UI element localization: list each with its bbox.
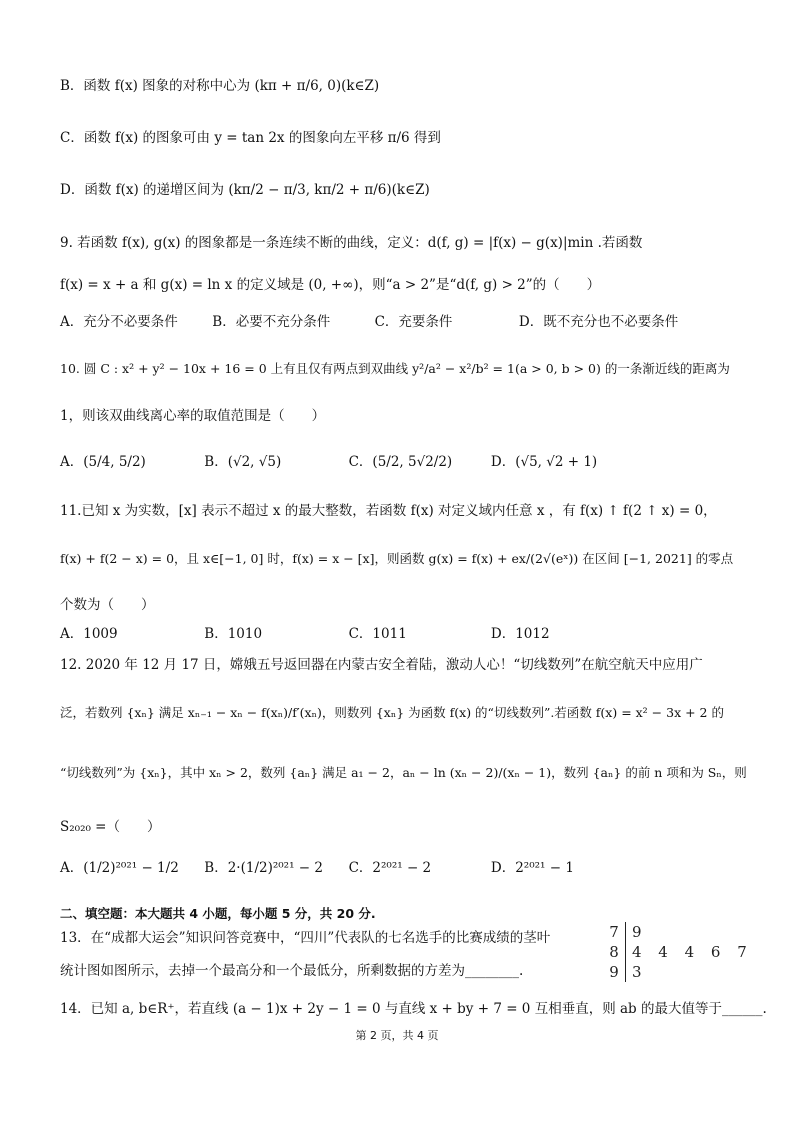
q11-stem-line2: f(x) + f(2 − x) = 0，且 x∈[−1, 0] 时，f(x) = x − [x]，则函数 g(x) = f(x) + ex/(2√(eˣ)) 在区间 [−1, 2021] 的零点 (60, 551, 734, 566)
stem-leaf-plot (604, 922, 753, 982)
section-heading-fill-in: 二、填空题：本大题共 4 小题，每小题 5 分，共 20 分. (60, 906, 376, 921)
q9-stem-line2: f(x) = x + a 和 g(x) = ln x 的定义域是 (0, +∞)，则“a > 2”是“d(f, g) > 2”的（ ） (60, 277, 601, 293)
q12-option-a: A．(1/2)²⁰²¹ − 1/2 (60, 860, 179, 876)
q11-option-b: B．1010 (204, 626, 263, 642)
q11-stem-line1: 11.已知 x 为实数，[x] 表示不超过 x 的最大整数，若函数 f(x) 对定义域内任意 x ，有 f(x) ↑ f(2 ↑ x) = 0， (60, 503, 717, 519)
q8-option-c: C．函数 f(x) 的图象可由 y = tan 2x 的图象向左平移 π/6 得到 (60, 130, 441, 146)
q10-option-c: C．(5/2, 5√2/2) (348, 454, 453, 470)
q12-stem-line1: 12. 2020 年 12 月 17 日，嫦娥五号返回器在内蒙古安全着陆，激动人心！“切线数列”在航空航天中应用广 (60, 657, 703, 673)
q9-option-a: A．充分不必要条件 (60, 314, 178, 330)
q13-stem-line2: 统计图如图所示，去掉一个最高分和一个最低分，所剩数据的方差为________. (60, 963, 524, 979)
q12-stem-line2: 泛，若数列 {xₙ} 满足 xₙ₋₁ − xₙ − f(xₙ)/f′(xₙ)，则数列 {xₙ} 为函数 f(x) 的“切线数列”.若函数 f(x) = x² − 3x + 2 的 (60, 705, 724, 720)
q14-stem: 14．已知 a, b∈R⁺，若直线 (a − 1)x + 2y − 1 = 0 与直线 x + by + 7 = 0 互相垂直，则 ab 的最大值等于______. (60, 1001, 767, 1017)
q11-option-d: D．1012 (490, 626, 550, 642)
q10-options (60, 454, 597, 470)
q9-option-c: C．充要条件 (374, 314, 453, 330)
stem-value: 7 (609, 923, 619, 941)
stem-leaf-row (604, 922, 753, 942)
stem-value: 9 (609, 963, 619, 981)
q12-stem-line3: “切线数列”为 {xₙ}，其中 xₙ > 2，数列 {aₙ} 满足 a₁ − 2，aₙ − ln (xₙ − 2)/(xₙ − 1)，数列 {aₙ} 的前 n 项和为 Sₙ，则 (60, 765, 747, 780)
q12-stem-line4: S₂₀₂₀ =（ ） (60, 819, 161, 835)
q9-option-d: D．既不充分也不必要条件 (518, 314, 679, 330)
page-footer: 第 2 页，共 4 页 (355, 1029, 439, 1042)
q12-option-d: D．2²⁰²¹ − 1 (490, 860, 574, 876)
q11-option-a: A．1009 (60, 626, 118, 642)
stem-value: 8 (609, 943, 619, 961)
q12-option-c: C．2²⁰²¹ − 2 (348, 860, 432, 876)
stem-leaf-row (604, 942, 753, 962)
q10-option-a: A．(5/4, 5/2) (60, 454, 146, 470)
q8-option-d: D．函数 f(x) 的递增区间为 (kπ/2 − π/3, kπ/2 + π/6)(k∈Z) (60, 182, 430, 198)
leaf-values: 4 4 4 6 7 (632, 943, 753, 961)
q10-stem-line1: 10. 圆 C : x² + y² − 10x + 16 = 0 上有且仅有两点到双曲线 y²/a² − x²/b² = 1(a > 0, b > 0) 的一条渐近线的距离为 (60, 361, 730, 376)
q9-stem-line1: 9. 若函数 f(x), g(x) 的图象都是一条连续不断的曲线，定义：d(f, g) = |f(x) − g(x)|min .若函数 (60, 235, 643, 251)
q9-option-b: B．必要不充分条件 (212, 314, 331, 330)
q9-options (60, 314, 678, 330)
leaf-values: 9 (632, 923, 648, 941)
q12-options (60, 860, 574, 876)
stem-leaf-divider (625, 922, 626, 982)
stem-leaf-row (604, 962, 753, 982)
q11-stem-line3: 个数为（ ） (60, 597, 155, 613)
leaf-values: 3 (632, 963, 648, 981)
q10-option-b: B．(√2, √5) (204, 454, 282, 470)
q11-options (60, 626, 550, 642)
q10-option-d: D．(√5, √2 + 1) (490, 454, 598, 470)
q13-stem-line1: 13．在“成都大运会”知识问答竞赛中，“四川”代表队的七名选手的比赛成绩的茎叶 (60, 930, 551, 946)
q12-option-b: B．2·(1/2)²⁰²¹ − 2 (204, 860, 323, 876)
q8-option-b: B．函数 f(x) 图象的对称中心为 (kπ + π/6, 0)(k∈Z) (60, 78, 380, 94)
q11-option-c: C．1011 (348, 626, 407, 642)
q10-stem-line2: 1，则该双曲线离心率的取值范围是（ ） (60, 408, 326, 424)
